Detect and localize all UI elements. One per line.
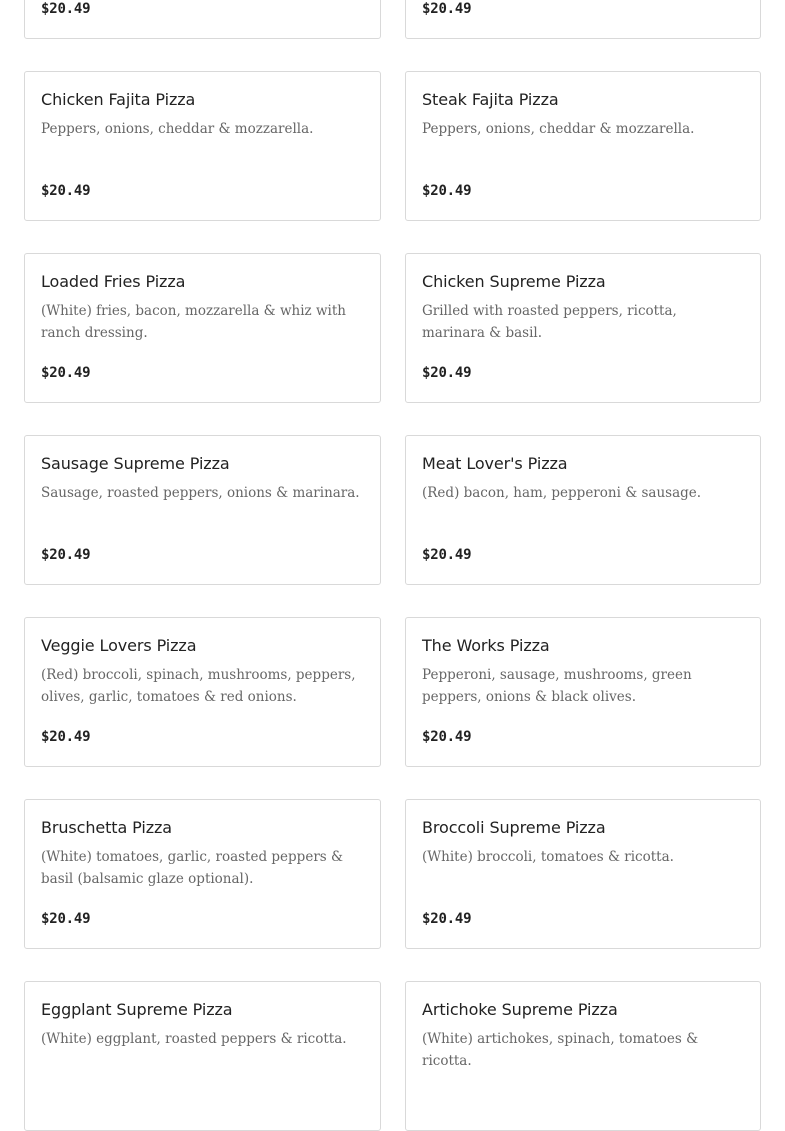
menu-item-card[interactable] — [405, 435, 761, 585]
menu-item-card[interactable] — [405, 0, 761, 39]
item-description: Sausage, roasted peppers, onions & marinara. — [41, 485, 360, 501]
item-name: Chicken Supreme Pizza — [422, 272, 606, 291]
item-description: (White) tomatoes, garlic, roasted peppers & basil (balsamic glaze optional). — [41, 849, 344, 887]
item-description: (White) broccoli, tomatoes & ricotta. — [422, 849, 674, 865]
menu-grid — [24, 0, 761, 1131]
item-description: (White) fries, bacon, mozzarella & whiz with ranch dressing. — [41, 303, 346, 341]
item-name: Sausage Supreme Pizza — [41, 454, 230, 473]
item-description: (White) artichokes, spinach, tomatoes & ricotta. — [422, 1031, 699, 1069]
menu-item-card[interactable] — [24, 617, 381, 767]
item-price: $20.49 — [41, 911, 91, 927]
item-price: $20.49 — [41, 1, 91, 17]
item-description: (White) eggplant, roasted peppers & ricotta. — [41, 1031, 347, 1047]
item-price: $20.49 — [41, 729, 91, 745]
item-price: $20.49 — [422, 365, 472, 381]
menu-item-card[interactable] — [24, 981, 381, 1131]
menu-item-card[interactable] — [405, 799, 761, 949]
item-name: Veggie Lovers Pizza — [41, 636, 197, 655]
item-name: Meat Lover's Pizza — [422, 454, 568, 473]
item-name: Loaded Fries Pizza — [41, 272, 186, 291]
item-name: Chicken Fajita Pizza — [41, 90, 196, 109]
menu-item-card[interactable] — [405, 253, 761, 403]
menu-item-card[interactable] — [405, 981, 761, 1131]
item-name: Steak Fajita Pizza — [422, 90, 559, 109]
item-name: Broccoli Supreme Pizza — [422, 818, 606, 837]
menu-item-card[interactable] — [24, 0, 381, 39]
item-description: Pepperoni, sausage, mushrooms, green peppers, onions & black olives. — [422, 667, 692, 705]
menu-item-card[interactable] — [24, 71, 381, 221]
item-description: (Red) bacon, ham, pepperoni & sausage. — [422, 485, 702, 501]
item-name: Artichoke Supreme Pizza — [422, 1000, 618, 1019]
item-name: Eggplant Supreme Pizza — [41, 1000, 233, 1019]
item-price: $20.49 — [422, 183, 472, 199]
item-description: (Red) broccoli, spinach, mushrooms, peppers, olives, garlic, tomatoes & red onions. — [41, 667, 356, 705]
item-description: Peppers, onions, cheddar & mozzarella. — [422, 121, 695, 137]
menu-item-card[interactable] — [24, 799, 381, 949]
menu-item-card[interactable] — [405, 617, 761, 767]
item-name: Bruschetta Pizza — [41, 818, 172, 837]
item-price: $20.49 — [41, 547, 91, 563]
menu-item-card[interactable] — [405, 71, 761, 221]
item-description: Grilled with roasted peppers, ricotta, marinara & basil. — [422, 303, 677, 341]
item-price: $20.49 — [422, 729, 472, 745]
item-price: $20.49 — [422, 911, 472, 927]
item-price: $20.49 — [422, 1, 472, 17]
item-name: The Works Pizza — [422, 636, 550, 655]
item-price: $20.49 — [422, 547, 472, 563]
item-description: Peppers, onions, cheddar & mozzarella. — [41, 121, 314, 137]
item-price: $20.49 — [41, 183, 91, 199]
item-price: $20.49 — [41, 365, 91, 381]
menu-item-card[interactable] — [24, 435, 381, 585]
menu-item-card[interactable] — [24, 253, 381, 403]
